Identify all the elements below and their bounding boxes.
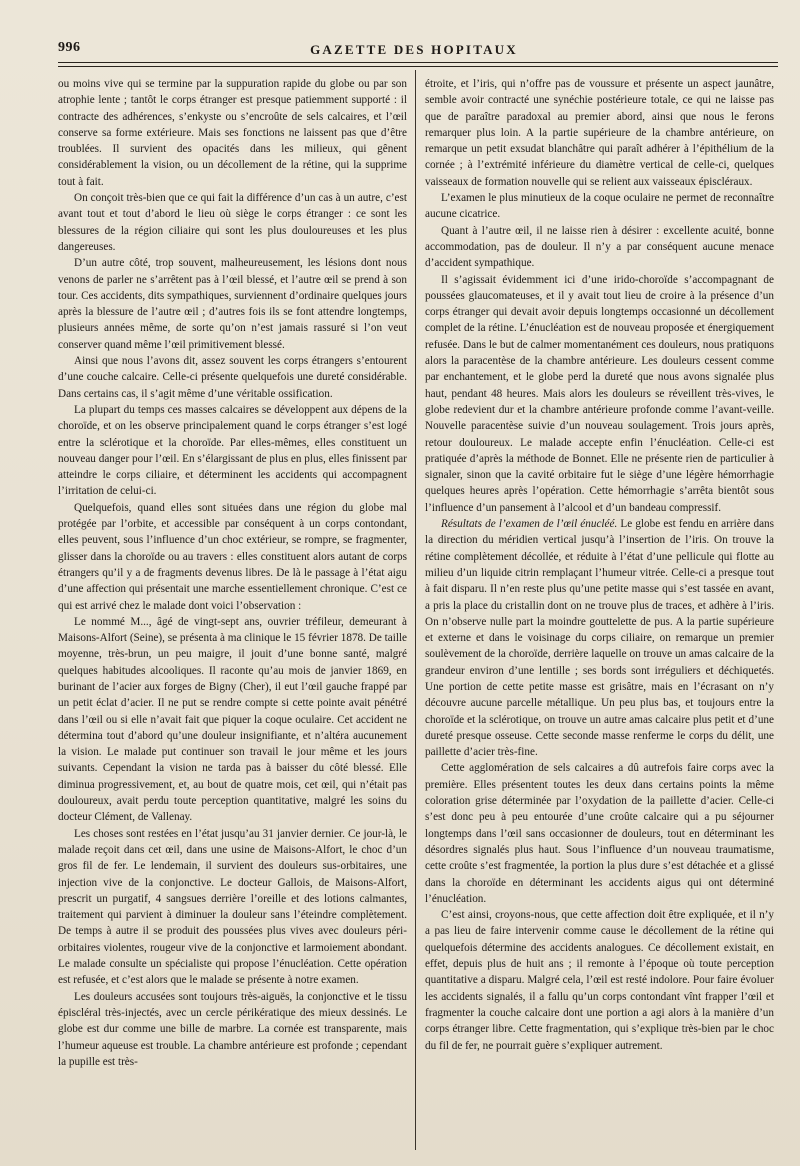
paragraph bbox=[58, 190, 407, 255]
paragraph-text: Les douleurs accusées sont toujours très-aiguës, la conjonctive et le tissu épiscléral très-injectés, avec un cercle périkératique des mieux dessinés. Le globe est dur comme une bille de marbre. La cornée est transparente, mais l’humeur aqueuse est trouble. La chambre antérieure est profonde ; cependant la pupille est très- bbox=[58, 990, 407, 1068]
paragraph-text: Les choses sont restées en l’état jusqu’au 31 janvier dernier. Ce jour-là, le malade reçoit dans cet œil, dans une usine de Maisons-Alfort, le choc d’un gros fil de fer. Le lendemain, il survient des douleurs sus-orbitaires, une injection vive de la conjonctive. Le docteur Gallois, de Maisons-Alfort, prescrit un purgatif, 4 sangsues derrière l’oreille et des lotions calmantes, traitement qui parvient à diminuer la douleur sans l’éteindre complètement. De temps à autre il se produit des poussées plus vives avec douleurs péri-orbitaires violentes, rougeur vive de la conjonctive et larmoiement abondant. Le malade consulte un spécialiste qui propose l’énucléation. Cette opération est refusée, et c’est alors que le malade se présente à notre examen. bbox=[58, 827, 407, 987]
paragraph bbox=[58, 76, 407, 190]
paragraph-text: Ainsi que nous l’avons dit, assez souvent les corps étrangers s’entourent d’une couche calcaire. Celle-ci présente quelquefois une dureté considérable. Dans certains cas, il s’agit même d’une véritable ossification. bbox=[58, 355, 407, 400]
paragraph bbox=[58, 826, 407, 989]
paragraph-text: Quant à l’autre œil, il ne laisse rien à désirer : excellente acuité, bonne accommodation, pas de douleur. Il n’y a par conséquent aucune menace d’accident sympathique. bbox=[425, 224, 774, 270]
paragraph bbox=[425, 907, 774, 1054]
paragraph bbox=[425, 516, 774, 760]
header-rule-thin bbox=[58, 66, 778, 67]
column-divider bbox=[415, 70, 416, 1150]
paragraph bbox=[425, 760, 774, 907]
paragraph-text: L’examen le plus minutieux de la coque oculaire ne permet de reconnaître aucune cicatrice. bbox=[425, 192, 774, 221]
paragraph bbox=[58, 353, 407, 402]
right-column bbox=[425, 76, 774, 1154]
paragraph-text: étroite, et l’iris, qui n’offre pas de voussure et présente un aspect jaunâtre, semble avoir contracté une synéchie postérieure totale, ce qui ne laisse pas que de paraître paradoxal au premier abord, ainsi que nous le ferons remarquer plus loin. A la partie supérieure de la chambre antérieure, on remarque un petit exsudat blanchâtre qui paraît adhérer à l’épithélium de la cornée ; à l’extrémité inférieure du diamètre vertical de celle-ci, quelques vaisseaux de formation nouvelle qui se relient aux vaisseaux épiscléraux. bbox=[425, 78, 774, 188]
paragraph bbox=[425, 272, 774, 516]
paragraph-text: Quelquefois, quand elles sont situées dans une région du globe mal protégée par l’orbite, et accessible par conséquent à un corps contondant, elles peuvent, sous l’influence d’un choc extérieur, se rompre, se fragmenter, glisser dans la choroïde ou au travers : elles constituent alors autant de corps étrangers qu’il y a de fragments devenus libres. De là le passage à l’état aigu d’une affection qui présentait une marche essentiellement chronique. C’est ce qui est arrivé chez le malade dont voici l’observation : bbox=[58, 501, 407, 612]
paragraph bbox=[425, 223, 774, 272]
paragraph-text: D’un autre côté, trop souvent, malheureusement, les lésions dont nous venons de parler ne s’arrêtent pas à l’œil blessé, et l’autre œil se prend à son tour. Ces accidents, dits sympathiques, surviennent d’ordinaire quelques jours après la blessure de l’autre œil ; d’autres fois ils se font attendre longtemps, plusieurs années même, de sorte qu’on n’est jamais rassuré si l’on veut conserver quand même l’œil primitivement blessé. bbox=[58, 257, 407, 351]
paragraph-text: Il s’agissait évidemment ici d’une irido-choroïde s’accompagnant de poussées glaucomateuses, et il y avait tout lieu de croire à la présence d’un corps étranger qui devait avoir depuis longtemps occasionné un décollement complet de la rétine. L’énucléation est de nouveau proposée et énergiquement refusée. Dans le but de calmer momentanément ces douleurs, nous pratiquons alors la paracentèse de la chambre antérieure. Les douleurs cessent comme par enchantement, et le globe perd la dureté que nous avons signalée plus haut, pendant 48 heures. Mais alors les douleurs se réveillent très-vives, le globe redevient dur et la chambre antérieure profonde comme l’avant-veille. Nouvelle paracentèse suivie d’un nouveau soulagement. Trois jours après, retour douloureux. Le malade accepte enfin l’énucléation. Celle-ci est pratiquée d’après la méthode de Bonnet. Elle ne présente rien de particulier à signaler, sinon que la cavité orbitaire fut le siège d’une légère hémorrhagie quelques heures après l’opération. Cette hémorrhagie s’arrêta bientôt sous l’influence d’un pansement à l’alcool et d’un bandeau compressif. bbox=[425, 273, 774, 514]
paragraph bbox=[58, 989, 407, 1070]
paragraph bbox=[58, 402, 407, 500]
paragraph-text: On conçoit très-bien que ce qui fait la différence d’un cas à un autre, c’est avant tout et tout d’abord le lieu où siège le corps étranger : ce sont les blessures de la région ciliaire qui sont les plus douloureuses et les plus dangereuses. bbox=[58, 192, 407, 253]
page-number: 996 bbox=[58, 40, 81, 55]
paragraph bbox=[58, 500, 407, 614]
paragraph-text: Cette agglomération de sels calcaires a dû autrefois faire corps avec la première. Elles présentent toutes les deux dans certains points la même coloration grise déterminée par l’oxydation de la paillette d’acier. Celle-ci s’est donc peu à peu entourée d’une croûte calcaire qui a pu séjourner longtemps dans l’œil sans occasionner de douleurs, tout en déterminant les désordres signalés plus haut. Sous l’influence d’un nouveau traumatisme, cette croûte s’est fragmentée, la portion la plus dure s’est détachée et a glissé dans la choroïde en déterminant les accidents aigus qui ont déterminé l’énucléation. bbox=[425, 762, 774, 905]
paragraph-text: C’est ainsi, croyons-nous, que cette affection doit être expliquée, et il n’y a pas lieu de faire intervenir comme cause le décollement de la rétine qui quelquefois détermine des accidents analogues. Ce décollement existait, en effet, depuis plus de huit ans ; il remonte à l’époque où toute perception quantitative a disparu. Malgré cela, l’œil est resté indolore. Pour faire évoluer les accidents signalés, il a fallu qu’un corps contondant vînt frapper l’œil et fragmenter la couche calcaire dont une portion a agi alors à la manière d’un corps étranger libre. Cette fragmentation, qui s’explique très-bien par le choc du fil de fer, ne pourrait guère s’expliquer autrement. bbox=[425, 909, 774, 1052]
paragraph-text: Le globe est fendu en arrière dans la direction du méridien vertical jusqu’à l’insertion de l’iris. On trouve la rétine complètement décollée, et réduite à l’état d’une pellicule qui flotte au milieu d’un liquide citrin remplaçant l’humeur vitrée. Celle-ci a presque tout à fait disparu. Il n’en reste plus qu’une petite masse qui s’est tassée en avant, a pris la place du cristallin dont on ne trouve plus de traces, et adhère à l’iris. On n’observe nulle part la moindre gouttelette de pus. A la partie supérieure et externe et dans le voisinage du corps ciliaire, on remarque un premier soulèvement de la choroïde, derrière laquelle on trouve un amas calcaire de la grandeur environ d’une lentille ; ses bords sont irréguliers et déchiquetés. Une portion de cette petite masse est grisâtre, mais en l’écrasant on n’y découvre aucune parcelle métallique. Un peu plus bas, et toujours entre la choroïde et la sclérotique, on trouve un autre amas calcaire plus petit et d’une dureté presque osseuse. Cette seconde masse renferme le corps du délit, une paillette d’acier très-fine. bbox=[425, 518, 774, 759]
paragraph-text: La plupart du temps ces masses calcaires se développent aux dépens de la choroïde, et on les observe principalement quand le corps étranger s’est logé entre la sclérotique et la choroïde. Par elles-mêmes, elles constituent un nouveau danger pour l’œil. En s’élargissant de plus en plus, elles finissent par atteindre le corps ciliaire, et déterminent les accidents qui accompagnent l’irritation de celui-ci. bbox=[58, 403, 407, 498]
paragraph-text: Le nommé M..., âgé de vingt-sept ans, ouvrier tréfileur, demeurant à Maisons-Alfort (Seine), se présenta à ma clinique le 15 février 1878. De taille moyenne, très-brun, un peu maigre, il jouit d’une bonne santé, malgré quelques habitudes alcooliques. Il raconte qu’au mois de janvier 1869, en burinant de l’acier aux forges de Bigny (Cher), il eut l’œil gauche frappé par un petit éclat d’acier. Il ne put se rendre compte si cette pointe avait pénétré dans l’œil ou si elle n’avait fait que piquer la coque oculaire. Cet accident ne détermina tout d’abord qu’une douleur insignifiante, et n’altéra aucunement la vision. Le malade put continuer son travail le jour même et les jours suivants. Cependant la vision ne tarda pas à baisser du côté blessé. Elle diminua progressivement, et, au bout de quatre mois, cet œil, qui n’était pas douloureux, avait perdu toute perception quantitative, malgré les soins du docteur Clément, de Vallenay. bbox=[58, 615, 407, 824]
paragraph bbox=[425, 76, 774, 190]
paragraph bbox=[58, 614, 407, 826]
left-column bbox=[58, 76, 407, 1154]
paragraph bbox=[425, 190, 774, 223]
journal-title: GAZETTE DES HOPITAUX bbox=[310, 42, 518, 57]
paragraph-text: ou moins vive qui se termine par la suppuration rapide du globe ou par son atrophie lente ; tantôt le corps étranger est presque patiemment supporté : il contracte des adhérences, s’enkyste ou s’encroûte de sels calcaires, et l’œil conserve sa forme extérieure. Mais ses fonctions ne laissent pas que d’être troublées. Il survient des opacités dans les milieux, qui gênent considérablement la vision, ou un décollement de la rétine, qui la supprime tout à fait. bbox=[58, 78, 407, 188]
section-heading: Résultats de l’examen de l’œil énucléé. bbox=[441, 518, 618, 531]
header-rule bbox=[58, 62, 778, 63]
paragraph bbox=[58, 255, 407, 353]
